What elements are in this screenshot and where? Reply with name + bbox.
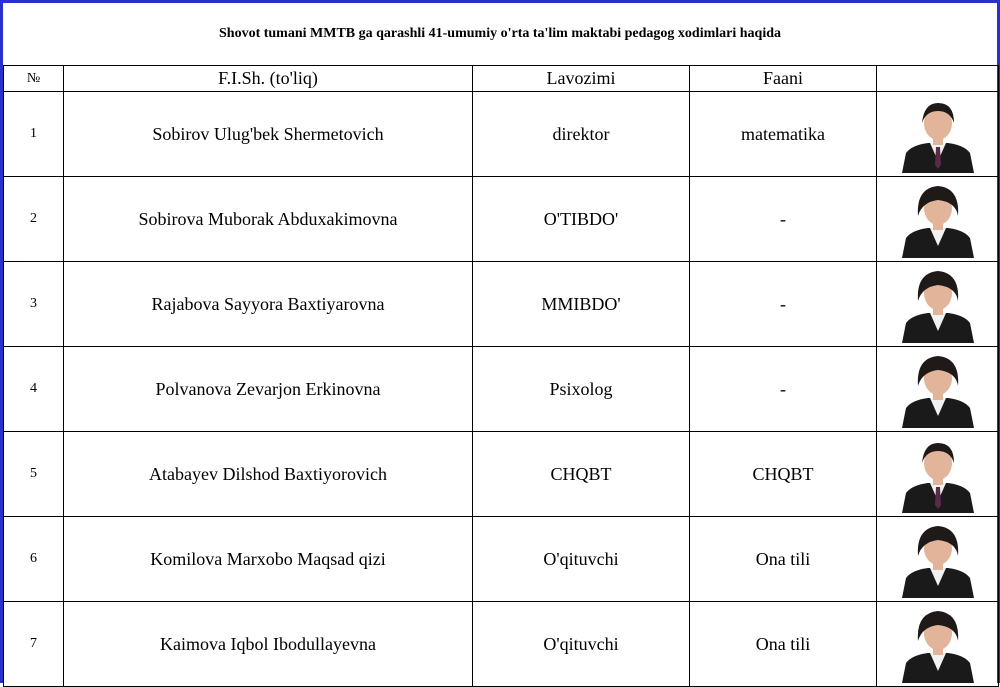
table-row bbox=[4, 92, 999, 177]
table-row bbox=[4, 177, 999, 262]
row-position: MMIBDO' bbox=[473, 262, 690, 347]
header-subject: Faani bbox=[690, 66, 877, 92]
header-full-name: F.I.Sh. (to'liq) bbox=[64, 66, 473, 92]
header-position: Lavozimi bbox=[473, 66, 690, 92]
row-subject: - bbox=[690, 262, 877, 347]
row-photo-cell bbox=[877, 177, 999, 262]
row-subject: matematika bbox=[690, 92, 877, 177]
row-full-name: Kaimova Iqbol Ibodullayevna bbox=[64, 602, 473, 687]
portrait-photo bbox=[896, 605, 980, 683]
title-bar bbox=[3, 3, 997, 66]
row-number: 7 bbox=[4, 602, 64, 687]
portrait-photo bbox=[896, 180, 980, 258]
portrait-photo bbox=[896, 435, 980, 513]
staff-table bbox=[3, 65, 999, 687]
row-photo-cell bbox=[877, 347, 999, 432]
row-number: 5 bbox=[4, 432, 64, 517]
row-subject: Ona tili bbox=[690, 602, 877, 687]
table-row bbox=[4, 602, 999, 687]
row-photo-cell bbox=[877, 517, 999, 602]
row-photo-cell bbox=[877, 262, 999, 347]
table-header-row bbox=[4, 66, 999, 92]
portrait-photo bbox=[896, 265, 980, 343]
row-number: 4 bbox=[4, 347, 64, 432]
row-subject: Ona tili bbox=[690, 517, 877, 602]
row-subject: - bbox=[690, 177, 877, 262]
row-photo-cell bbox=[877, 92, 999, 177]
header-number: № bbox=[4, 66, 64, 92]
row-full-name: Atabayev Dilshod Baxtiyorovich bbox=[64, 432, 473, 517]
row-photo-cell bbox=[877, 602, 999, 687]
portrait-photo bbox=[896, 350, 980, 428]
row-position: CHQBT bbox=[473, 432, 690, 517]
row-position: direktor bbox=[473, 92, 690, 177]
table-row bbox=[4, 262, 999, 347]
row-position: Psixolog bbox=[473, 347, 690, 432]
row-full-name: Sobirov Ulug'bek Shermetovich bbox=[64, 92, 473, 177]
row-number: 2 bbox=[4, 177, 64, 262]
row-position: O'TIBDO' bbox=[473, 177, 690, 262]
row-subject: CHQBT bbox=[690, 432, 877, 517]
header-photo bbox=[877, 66, 999, 92]
table-row bbox=[4, 517, 999, 602]
page-title: Shovot tumani MMTB ga qarashli 41-umumiy o'rta ta'lim maktabi pedagog xodimlari haqida bbox=[219, 26, 781, 41]
row-position: O'qituvchi bbox=[473, 602, 690, 687]
row-number: 6 bbox=[4, 517, 64, 602]
table-row bbox=[4, 347, 999, 432]
row-full-name: Rajabova Sayyora Baxtiyarovna bbox=[64, 262, 473, 347]
row-photo-cell bbox=[877, 432, 999, 517]
row-full-name: Sobirova Muborak Abduxakimovna bbox=[64, 177, 473, 262]
row-full-name: Polvanova Zevarjon Erkinovna bbox=[64, 347, 473, 432]
row-position: O'qituvchi bbox=[473, 517, 690, 602]
table-row bbox=[4, 432, 999, 517]
row-number: 1 bbox=[4, 92, 64, 177]
row-full-name: Komilova Marxobo Maqsad qizi bbox=[64, 517, 473, 602]
portrait-photo bbox=[896, 520, 980, 598]
row-subject: - bbox=[690, 347, 877, 432]
row-number: 3 bbox=[4, 262, 64, 347]
portrait-photo bbox=[896, 95, 980, 173]
